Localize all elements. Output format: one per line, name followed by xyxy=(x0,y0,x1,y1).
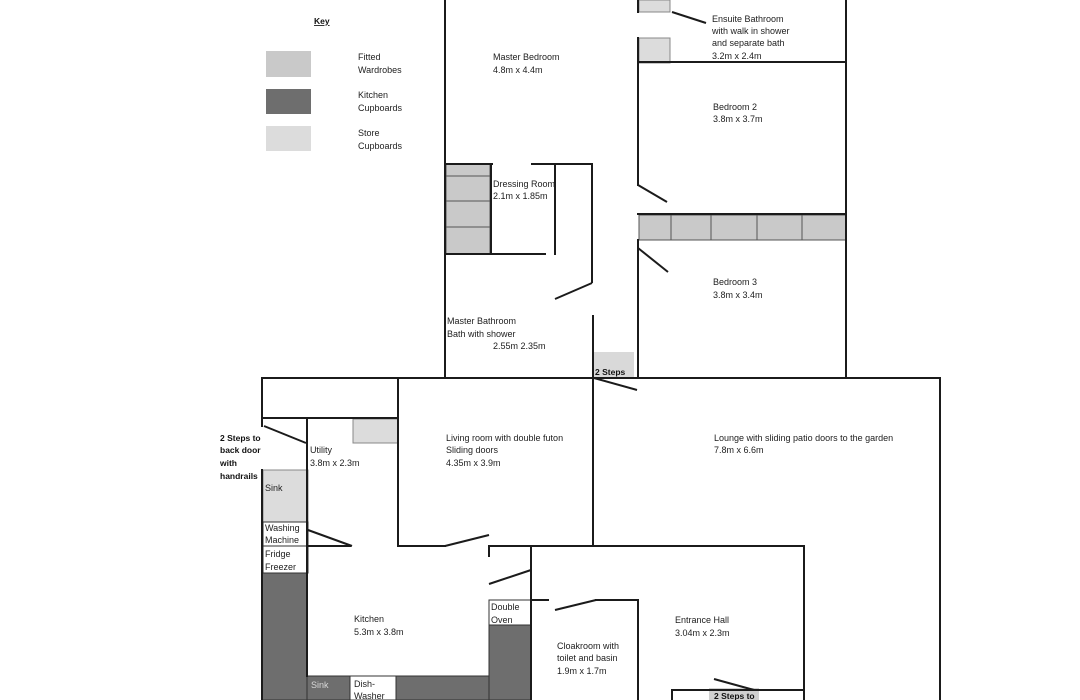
room-size: 5.3m x 3.8m xyxy=(354,627,404,637)
store-cupboard xyxy=(353,419,398,443)
room-size: 3.8m x 3.7m xyxy=(713,114,763,124)
key-swatch-kitchen-cupboards xyxy=(266,89,311,114)
room-name-bedroom-3: Bedroom 3 xyxy=(713,277,758,287)
utility-sink-label: Sink xyxy=(265,483,283,493)
room-name-line: Bath with shower xyxy=(447,329,516,339)
door-leaf xyxy=(672,12,706,23)
door-leaf xyxy=(445,535,489,546)
room-size: 2.1m x 1.85m xyxy=(493,191,548,201)
back-door-note-line: handrails xyxy=(220,471,258,481)
key-label-line: Fitted xyxy=(358,52,381,62)
utility-sink-unit xyxy=(263,470,308,522)
key-label-line: Cupboards xyxy=(358,103,403,113)
washing-machine-label: Machine xyxy=(265,535,300,545)
door-leaf xyxy=(638,248,668,272)
room-name-dressing-room: Dressing Room xyxy=(493,179,556,189)
room-size: 3.8m x 3.4m xyxy=(713,290,763,300)
double-oven-label: Double xyxy=(491,602,520,612)
fridge-freezer-label: Fridge xyxy=(265,549,291,559)
key-label-line: Store xyxy=(358,128,380,138)
room-size: 3.8m x 2.3m xyxy=(310,458,360,468)
room-name-utility: Utility xyxy=(310,445,332,455)
dishwasher-label: Dish- xyxy=(354,679,376,689)
room-size: 3.04m x 2.3m xyxy=(675,628,730,638)
room-name-entrance-hall: Entrance Hall xyxy=(675,615,730,625)
key-panel xyxy=(266,16,403,151)
room-name-line: toilet and basin xyxy=(557,653,618,663)
key-label-line: Wardrobes xyxy=(358,65,402,75)
room-name-master-bedroom: Master Bedroom xyxy=(493,52,560,62)
room-name-ensuite: Ensuite Bathroom xyxy=(712,14,784,24)
room-name-lounge: Lounge with sliding patio doors to the garden xyxy=(714,433,894,443)
kitchen-sink-label: Sink xyxy=(311,680,329,690)
fridge-freezer-label: Freezer xyxy=(265,562,297,572)
room-name-living-room: Living room with double futon xyxy=(446,433,564,443)
room-name-line: and separate bath xyxy=(712,38,785,48)
room-name-line: with walk in shower xyxy=(712,26,790,36)
fitted-wardrobe xyxy=(446,201,490,227)
fitted-wardrobe xyxy=(802,215,846,240)
key-label-line: Kitchen xyxy=(358,90,389,100)
store-cupboard xyxy=(639,38,670,63)
room-name-line: Sliding doors xyxy=(446,445,499,455)
room-size: 7.8m x 6.6m xyxy=(714,445,764,455)
fitted-wardrobe xyxy=(446,164,490,176)
kitchen-cupboard xyxy=(262,573,307,700)
key-label-line: Cupboards xyxy=(358,141,403,151)
fitted-wardrobe xyxy=(639,215,671,240)
fitted-wardrobe xyxy=(671,215,711,240)
door-leaf xyxy=(555,600,596,610)
door-leaf xyxy=(555,283,592,299)
room-labels xyxy=(310,14,893,676)
kitchen-cupboard xyxy=(307,676,489,700)
room-name-kitchen: Kitchen xyxy=(354,614,385,624)
door-leaf xyxy=(308,530,352,546)
dishwasher-label: Washer xyxy=(354,691,385,700)
fitted-wardrobe xyxy=(711,215,757,240)
room-size: 1.9m x 1.7m xyxy=(557,666,607,676)
double-oven-label: Oven xyxy=(491,615,513,625)
room-size: 4.8m x 4.4m xyxy=(493,65,543,75)
room-name-bedroom-2: Bedroom 2 xyxy=(713,102,758,112)
back-door-note-line: 2 Steps to xyxy=(220,433,261,443)
store-cupboard xyxy=(639,0,670,12)
room-size: 2.55m 2.35m xyxy=(493,341,546,351)
fixtures xyxy=(262,0,846,700)
back-door-note-line: back door xyxy=(220,445,261,455)
entrance-steps-note: 2 Steps to xyxy=(714,691,755,700)
fitted-wardrobe xyxy=(446,227,490,254)
back-door-note-line: with xyxy=(220,458,237,468)
room-size: 3.2m x 2.4m xyxy=(712,51,762,61)
steps-note: 2 Steps xyxy=(595,367,626,377)
doors xyxy=(264,12,754,690)
room-size: 4.35m x 3.9m xyxy=(446,458,501,468)
room-name-cloakroom: Cloakroom with xyxy=(557,641,620,651)
washing-machine-label: Washing xyxy=(265,523,300,533)
door-leaf xyxy=(638,185,667,202)
key-title: Key xyxy=(314,16,330,26)
door-leaf xyxy=(594,378,637,390)
room-name-master-bathroom: Master Bathroom xyxy=(447,316,517,326)
door-leaf xyxy=(489,570,531,584)
key-swatch-fitted-wardrobes xyxy=(266,51,311,77)
fitted-wardrobe xyxy=(446,176,490,201)
key-swatch-store-cupboards xyxy=(266,126,311,151)
kitchen-cupboard xyxy=(489,625,531,700)
door-leaf xyxy=(264,426,306,443)
fitted-wardrobe xyxy=(757,215,802,240)
